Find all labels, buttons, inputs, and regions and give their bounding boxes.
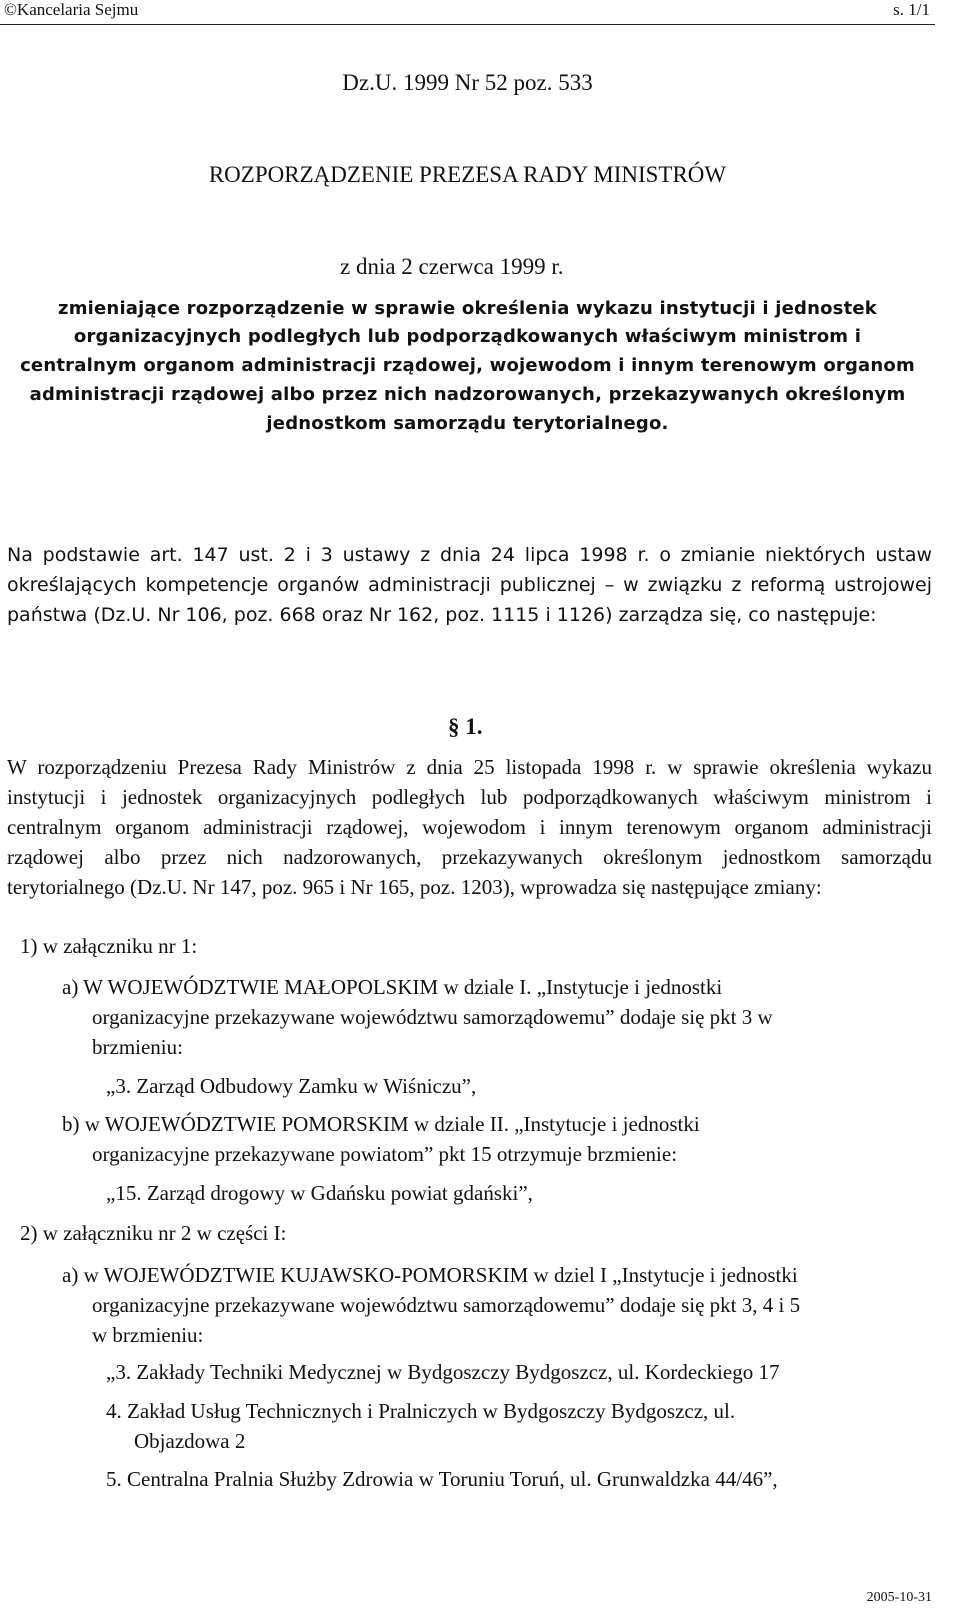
list-item: a) w WOJEWÓDZTWIE KUJAWSKO-POMORSKIM w dziel I „Instytucje i jednostki — [62, 1263, 798, 1287]
list-item: 1) w załączniku nr 1: — [20, 934, 198, 958]
document-date: z dnia 2 czerwca 1999 r. — [340, 254, 564, 279]
subject-line: centralnym organom administracji rządowej, wojewodom i innym terenowym organom — [20, 355, 915, 376]
quoted-entry: „3. Zakłady Techniki Medycznej w Bydgoszczy Bydgoszcz, ul. Kordeckiego 17 — [106, 1360, 780, 1384]
list-item-continuation: w brzmieniu: — [92, 1323, 204, 1347]
preamble: Na podstawie art. 147 ust. 2 i 3 ustawy z dnia 24 lipca 1998 r. o zmianie niektórych ustaw określających kompetencje organów administracji publicznej – w związku z reformą ustrojowej państwa (Dz.U. Nr 106, poz. 668 oraz Nr 162, poz. 1115 i 1126) zarządza się, co następuje: — [7, 544, 932, 626]
section-heading: § 1. — [448, 714, 483, 739]
quoted-entry: 5. Centralna Pralnia Służby Zdrowia w Toruniu Toruń, ul. Grunwaldzka 44/46”, — [106, 1467, 778, 1491]
header-divider — [0, 24, 935, 25]
list-item-continuation: brzmieniu: — [92, 1035, 183, 1059]
list-item-continuation: organizacyjne przekazywane powiatom” pkt 15 otrzymuje brzmienie: — [92, 1142, 678, 1166]
subject-line: jednostkom samorządu terytorialnego. — [266, 413, 669, 434]
list-item: a) W WOJEWÓDZTWIE MAŁOPOLSKIM w dziale I. „Instytucje i jednostki — [62, 975, 723, 999]
subject-line: organizacyjnych podległych lub podporządkowanych właściwym ministrom i — [73, 326, 862, 347]
quoted-entry-continuation: Objazdowa 2 — [134, 1429, 246, 1453]
section-body: W rozporządzeniu Prezesa Rady Ministrów z dnia 25 listopada 1998 r. w sprawie określenia wykazu instytucji i jednostek organizacyjnych podległych lub podporządkowanych właściwym ministrom i centralnym organom administracji rządowej, wojewodom i innym terenowym organom administracji rządowej albo przez nich nadzorowanych, przekazywanych określonym jednostkom samorządu terytorialnego (Dz.U. Nr 147, poz. 965 i Nr 165, poz. 1203), wprowadza się następujące zmiany: — [7, 755, 932, 899]
quoted-entry: „3. Zarząd Odbudowy Zamku w Wiśniczu”, — [106, 1074, 477, 1098]
document-reference: Dz.U. 1999 Nr 52 poz. 533 — [342, 70, 593, 95]
list-item-continuation: organizacyjne przekazywane województwu samorządowemu” dodaje się pkt 3, 4 i 5 — [92, 1293, 801, 1317]
quoted-entry: „15. Zarząd drogowy w Gdańsku powiat gdański”, — [106, 1181, 533, 1205]
subject-line: zmieniające rozporządzenie w sprawie określenia wykazu instytucji i jednostek — [58, 298, 877, 319]
header-page-number: s. 1/1 — [893, 0, 930, 19]
quoted-entry: 4. Zakład Usług Technicznych i Pralniczych w Bydgoszczy Bydgoszcz, ul. — [106, 1399, 736, 1423]
list-item-continuation: organizacyjne przekazywane województwu samorządowemu” dodaje się pkt 3 w — [92, 1005, 773, 1029]
footer-date: 2005-10-31 — [866, 1590, 932, 1605]
document-title: ROZPORZĄDZENIE PREZESA RADY MINISTRÓW — [208, 162, 727, 187]
list-item: b) w WOJEWÓDZTWIE POMORSKIM w dziale II. „Instytucje i jednostki — [62, 1112, 700, 1136]
list-item: 2) w załączniku nr 2 w części I: — [20, 1221, 287, 1245]
header-source: ©Kancelaria Sejmu — [4, 0, 139, 19]
subject-line: administracji rządowej albo przez nich nadzorowanych, przekazywanych określonym — [29, 384, 906, 405]
